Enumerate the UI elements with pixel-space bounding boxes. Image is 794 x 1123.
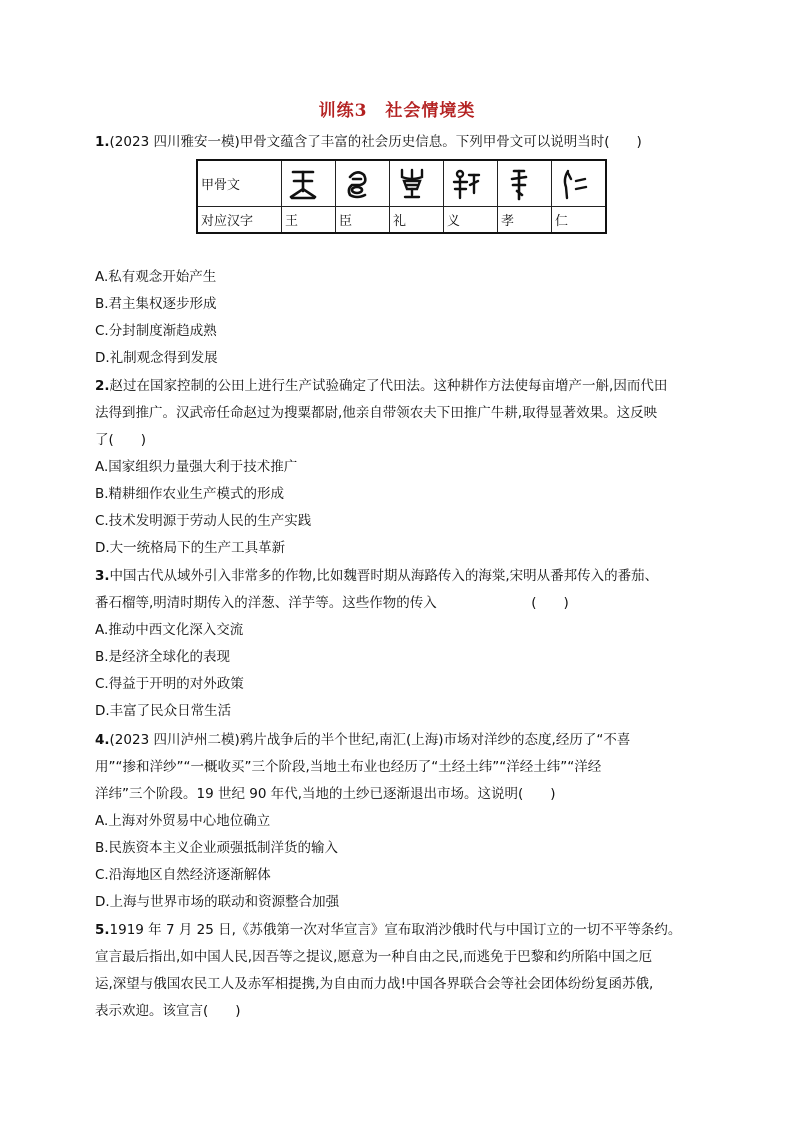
oracle-wang-icon	[282, 160, 336, 207]
char-cell: 礼	[390, 207, 444, 234]
question-3-text-line: 番石榴等,明清时期传入的洋葱、洋芋等。这些作物的传入 ( )	[95, 595, 569, 611]
question-1-option-a: A.私有观念开始产生	[95, 269, 217, 285]
question-4-option-c: C.沿海地区自然经济逐渐解体	[95, 867, 271, 883]
question-3-option-d: D.丰富了民众日常生活	[95, 703, 232, 719]
question-3-number: 3.	[95, 568, 110, 584]
question-4-text-line: 用”“掺和洋纱”“一概收买”三个阶段,当地土布业也经历了“土经土纬”“洋经土纬”“洋经	[95, 759, 602, 775]
char-cell: 臣	[336, 207, 390, 234]
question-5-number: 5.	[95, 922, 110, 938]
question-1-stem	[95, 133, 705, 151]
question-1-option-d: D.礼制观念得到发展	[95, 350, 218, 366]
table-header-chars: 对应汉字	[197, 207, 282, 234]
question-4-option-a: A.上海对外贸易中心地位确立	[95, 813, 271, 829]
question-1-text: (2023 四川雅安一模)甲骨文蕴含了丰富的社会历史信息。下列甲骨文可以说明当时( )	[109, 134, 642, 150]
question-2-option-a: A.国家组织力量强大利于技术推广	[95, 459, 298, 475]
question-4-stem	[95, 731, 705, 749]
question-3-text-line: 中国古代从域外引入非常多的作物,比如魏晋时期从海路传入的海棠,宋明从番邦传入的番茄、	[109, 568, 659, 584]
question-3-option-a: A.推动中西文化深入交流	[95, 622, 244, 638]
question-5-text-line: 表示欢迎。该宣言( )	[95, 1003, 241, 1019]
question-2-text-line: 了( )	[95, 432, 147, 448]
char-cell: 仁	[552, 207, 607, 234]
oracle-bone-table	[196, 159, 607, 234]
question-4-text-line: (2023 四川泸州二模)鸦片战争后的半个世纪,南汇(上海)市场对洋纱的态度,经历了“不喜	[109, 732, 631, 748]
char-cell: 王	[282, 207, 336, 234]
oracle-xiao-icon	[498, 160, 552, 207]
question-5-text-line: 运,深望与俄国农民工人及赤军相提携,为自由而力战!中国各界联合会等社会团体纷纷复函苏俄,	[95, 976, 654, 992]
page-title: 训练3 社会情境类	[318, 101, 476, 121]
question-2-option-c: C.技术发明源于劳动人民的生产实践	[95, 513, 312, 529]
question-2-text-line: 法得到推广。汉武帝任命赵过为搜粟都尉,他亲自带领农夫下田推广牛耕,取得显著效果。这反映	[95, 405, 658, 421]
question-4-text-line: 洋纬”三个阶段。19 世纪 90 年代,当地的土纱已逐渐退出市场。这说明( )	[95, 786, 556, 802]
question-5-text-line: 1919 年 7 月 25 日,《苏俄第一次对华宣言》宣布取消沙俄时代与中国订立的一切不平等条约。	[109, 922, 682, 938]
table-header-oracle: 甲骨文	[197, 160, 282, 207]
question-3-option-b: B.是经济全球化的表现	[95, 649, 231, 665]
question-3-option-c: C.得益于开明的对外政策	[95, 676, 244, 692]
question-1-option-b: B.君主集权逐步形成	[95, 296, 217, 312]
oracle-chen-icon	[336, 160, 390, 207]
oracle-char-row	[197, 207, 606, 234]
question-2-option-d: D.大一统格局下的生产工具革新	[95, 540, 286, 556]
oracle-yi-icon	[444, 160, 498, 207]
question-4-number: 4.	[95, 732, 110, 748]
question-1-number: 1.	[95, 134, 110, 150]
question-4-option-b: B.民族资本主义企业顽强抵制洋货的输入	[95, 840, 339, 856]
oracle-glyph-row	[197, 160, 606, 207]
oracle-ren-icon	[552, 160, 607, 207]
char-cell: 义	[444, 207, 498, 234]
question-2-option-b: B.精耕细作农业生产模式的形成	[95, 486, 285, 502]
question-2-stem	[95, 377, 705, 395]
question-4-option-d: D.上海与世界市场的联动和资源整合加强	[95, 894, 340, 910]
question-5-text-line: 宣言最后指出,如中国人民,因吾等之提议,愿意为一种自由之民,而逃免于巴黎和约所陷中国之厄	[95, 949, 653, 965]
char-cell: 孝	[498, 207, 552, 234]
question-1-option-c: C.分封制度渐趋成熟	[95, 323, 217, 339]
question-5-stem	[95, 921, 705, 939]
question-3-stem	[95, 567, 705, 585]
question-2-number: 2.	[95, 378, 110, 394]
oracle-li-icon	[390, 160, 444, 207]
question-2-text-line: 赵过在国家控制的公田上进行生产试验确定了代田法。这种耕作方法使每亩增产一斛,因而代田	[109, 378, 668, 394]
